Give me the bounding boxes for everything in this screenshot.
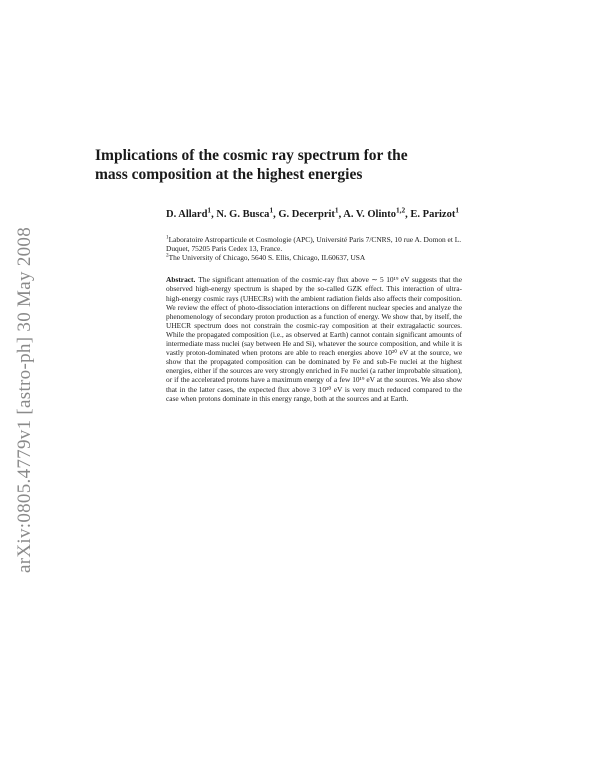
author-name: A. V. Olinto xyxy=(343,209,396,220)
arxiv-stamp xyxy=(10,200,40,600)
author-list xyxy=(166,205,466,221)
author-separator: , xyxy=(273,209,279,220)
abstract-text: The significant attenuation of the cosmic-ray flux above ∼ 5 10¹⁹ eV suggests that the observed high-energy spectrum is shaped by the so-called GZK effect. This interaction of ultra-high-energy cosmic rays (UHECRs) with the ambient radiation fields also affects their composition. We review the effect of photo-dissociation interactions on different nuclear species and analyze the phenomenology of secondary proton production as a function of energy. We show that, by itself, the UHECR spectrum does not constrain the cosmic-ray composition at their extragalactic sources. While the propagated composition (i.e., as observed at Earth) cannot contain significant amounts of intermediate mass nuclei (say between He and Si), whatever the source composition, and while it is vastly proton-dominated when protons are able to reach energies above 10²⁰ eV at the source, we show that the propagated composition can be dominated by Fe and sub-Fe nuclei at the highest energies, either if the sources are very strongly enriched in Fe nuclei (a rather improbable situation), or if the accelerated protons have a maximum energy of a few 10¹⁹ eV at the sources. We also show that in the latter cases, the expected flux above 3 10²⁰ eV is very much reduced compared to the case when protons dominate in this energy range, both at the sources and at Earth. xyxy=(166,275,462,403)
affiliation-text: The University of Chicago, 5640 S. Ellis, Chicago, IL60637, USA xyxy=(168,253,366,262)
author-affil-mark: 1 xyxy=(455,205,459,215)
author-separator: , xyxy=(211,209,217,220)
affiliation-mark: 1 xyxy=(166,234,169,241)
author-name: G. Decerprit xyxy=(278,209,335,220)
paper-title xyxy=(95,146,515,184)
author-affil-mark: 1 xyxy=(207,205,212,215)
author-affil-mark: 1,2 xyxy=(395,205,406,215)
author-affil-mark: 1 xyxy=(334,205,339,215)
abstract-label: Abstract. xyxy=(166,275,196,285)
abstract xyxy=(166,275,462,402)
affiliation-1 xyxy=(166,235,466,253)
arxiv-stamp-text: arXiv:0805.4779v1 [astro-ph] 30 May 2008 xyxy=(14,226,35,574)
author-name: E. Parizot xyxy=(410,209,456,220)
author-separator: , xyxy=(405,209,411,220)
affiliation-2 xyxy=(166,253,466,262)
affiliation-text: Laboratoire Astroparticule et Cosmologie (APC), Université Paris 7/CNRS, 10 rue A. Domon et L. Duquet, 75205 Paris Cedex 13, France. xyxy=(166,235,462,253)
author-name: N. G. Busca xyxy=(216,209,270,220)
author-name: D. Allard xyxy=(166,209,208,220)
title-line-2: mass composition at the highest energies xyxy=(95,166,363,183)
affiliation-mark: 2 xyxy=(166,252,169,259)
author-separator: , xyxy=(338,209,344,220)
title-line-1: Implications of the cosmic ray spectrum for the xyxy=(95,147,408,164)
author-affil-mark: 1 xyxy=(269,205,274,215)
